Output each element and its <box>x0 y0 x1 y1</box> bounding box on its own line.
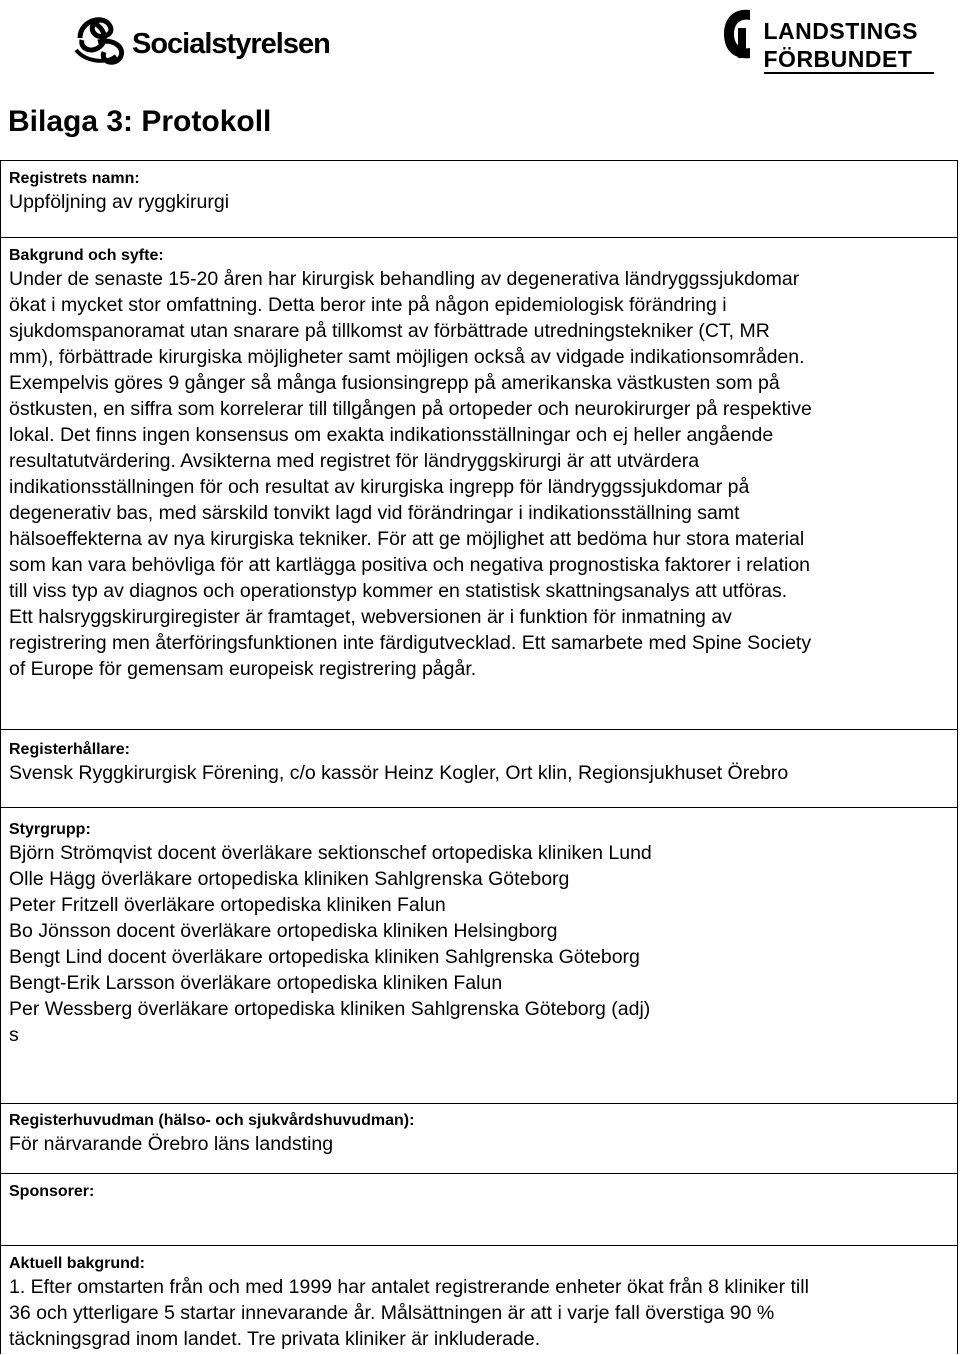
section-registry-name <box>1 161 957 237</box>
sponsors-label: Sponsorer: <box>9 1183 95 1200</box>
section-current-background <box>1 1245 957 1355</box>
principal-value: För närvarande Örebro läns landsting <box>9 1133 334 1155</box>
steering-list <box>9 840 957 1048</box>
current-background-line: 36 och ytterligare 5 startar innevarande år. Målsättningen är att i varje fall överstiga 90 % <box>9 1302 775 1324</box>
steering-member: Per Wessberg överläkare ortopediska kliniken Sahlgrenska Göteborg (adj) <box>9 998 651 1020</box>
section-steering <box>1 807 957 1103</box>
background-line: östkusten, en siffra som korrelerar till tillgången på ortopeder och neurokirurger på respektive <box>9 398 812 420</box>
section-sponsors <box>1 1173 957 1245</box>
steering-label: Styrgrupp: <box>9 821 91 838</box>
section-principal <box>1 1103 957 1173</box>
background-line: indikationsställningen för och resultat av kirurgiska ingrepp för ländryggssjukdomar på <box>9 476 750 498</box>
steering-member: Bengt Lind docent överläkare ortopediska kliniken Sahlgrenska Göteborg <box>9 946 640 968</box>
current-background-text <box>9 1274 957 1352</box>
socialstyrelsen-logo <box>70 8 330 66</box>
steering-member: Björn Strömqvist docent överläkare sektionschef ortopediska kliniken Lund <box>9 842 652 864</box>
steering-member: s <box>9 1024 19 1046</box>
current-background-line: 1. Efter omstarten från och med 1999 har antalet registrerande enheter ökat från 8 kliniker till <box>9 1276 809 1298</box>
principal-label: Registerhuvudman (hälso- och sjukvårdshuvudman): <box>9 1112 415 1129</box>
current-background-label: Aktuell bakgrund: <box>9 1255 146 1272</box>
logo-rule <box>764 72 934 74</box>
background-line: hälsoeffekterna av nya kirurgiska tekniker. För att ge möjlighet att bedöma hur stora material <box>9 528 805 550</box>
section-holder <box>1 729 957 807</box>
forbundet-text: FÖRBUNDET <box>763 46 913 72</box>
background-line: som kan vara behövliga för att kartlägga positiva och negativa prognostiska faktorer i relation <box>9 554 811 576</box>
steering-member: Bo Jönsson docent överläkare ortopediska kliniken Helsingborg <box>9 920 558 942</box>
background-line: Ett halsryggskirurgiregister är framtaget, webversionen är i funktion för inmatning av <box>9 606 732 628</box>
background-line: registrering men återföringsfunktionen inte färdigutvecklad. Ett samarbete med Spine Society <box>9 632 812 654</box>
background-line: till viss typ av diagnos och operationstyp kommer en statistisk skattningsanalys att utföras. <box>9 580 788 602</box>
registry-name-label: Registrets namn: <box>9 170 140 187</box>
background-label: Bakgrund och syfte: <box>9 247 164 264</box>
background-line: of Europe för gemensam europeisk registrering pågår. <box>9 658 477 680</box>
steering-member: Olle Hägg överläkare ortopediska kliniken Sahlgrenska Göteborg <box>9 868 570 890</box>
background-line: mm), förbättrade kirurgiska möjligheter samt möjligen också av vidgade indikationsområden. <box>9 346 805 368</box>
registry-name-value: Uppföljning av ryggkirurgi <box>9 191 230 213</box>
section-background <box>1 237 957 729</box>
current-background-line: täckningsgrad inom landet. Tre privata kliniker är inkluderade. <box>9 1328 541 1350</box>
page-header <box>0 0 960 95</box>
landstingsforbundet-logo <box>718 2 919 70</box>
steering-member: Bengt-Erik Larsson överläkare ortopediska kliniken Falun <box>9 972 503 994</box>
background-line: lokal. Det finns ingen konsensus om exakta indikationsställningar och ej heller angående <box>9 424 774 446</box>
holder-label: Registerhållare: <box>9 741 130 758</box>
protocol-form <box>0 160 958 1354</box>
background-line: Exempelvis göres 9 gånger så många fusionsingrepp på amerikanska västkusten som på <box>9 372 780 394</box>
background-line: resultatutvärdering. Avsikterna med registret för ländryggskirurgi är att utvärdera <box>9 450 700 472</box>
landstingsforbundet-emblem-icon <box>718 4 758 64</box>
background-line: sjukdomspanoramat utan snarare på tillkomst av förbättrade utredningstekniker (CT, MR <box>9 320 770 342</box>
page-title: Bilaga 3: Protokoll <box>8 105 272 138</box>
background-text <box>9 266 957 682</box>
background-line: Under de senaste 15-20 åren har kirurgisk behandling av degenerativa ländryggssjukdomar <box>9 268 800 290</box>
holder-value: Svensk Ryggkirurgisk Förening, c/o kassör Heinz Kogler, Ort klin, Regionsjukhuset Örebro <box>9 762 789 784</box>
background-line: ökat i mycket stor omfattning. Detta beror inte på någon epidemiologisk förändring i <box>9 294 727 316</box>
steering-member: Peter Fritzell överläkare ortopediska kliniken Falun <box>9 894 446 916</box>
landstings-text: LANDSTINGS <box>763 18 918 44</box>
background-line: degenerativ bas, med särskild tonvikt lagd vid förändringar i indikationsställning samt <box>9 502 740 524</box>
socialstyrelsen-emblem-icon <box>70 8 130 66</box>
socialstyrelsen-logo-text: Socialstyrelsen <box>132 27 330 60</box>
